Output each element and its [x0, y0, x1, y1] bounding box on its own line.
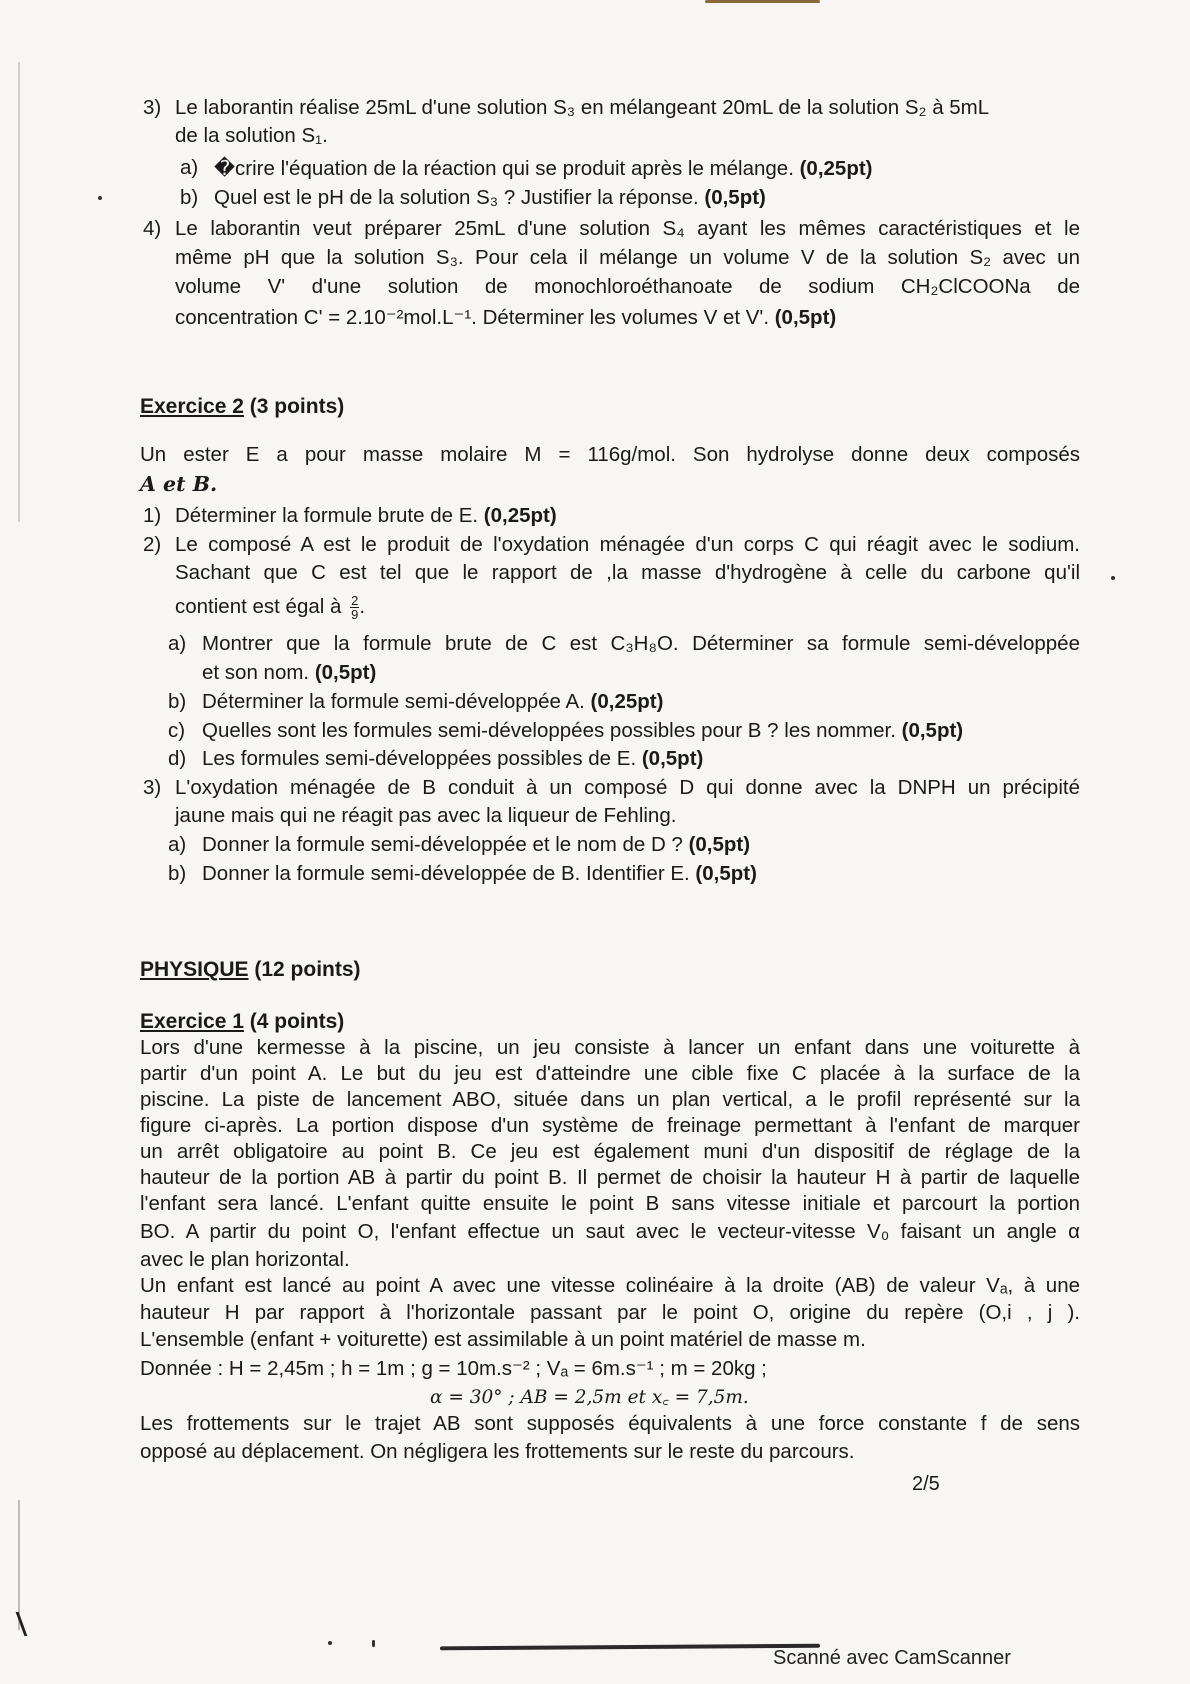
- friction-statement: opposé au déplacement. On négligera les frottements sur le reste du parcours.: [140, 1440, 855, 1463]
- subquestion-text: Donner la formule semi-développée de B. Identifier E. (0,5pt): [202, 862, 757, 885]
- subquestion-letter: b): [180, 186, 199, 209]
- scan-corner-mark: [16, 1612, 58, 1636]
- scan-speck: [372, 1640, 375, 1647]
- question-text: concentration C' = 2.10⁻²mol.L⁻¹. Déterminer les volumes V et V'. (0,5pt): [175, 306, 837, 329]
- scan-left-edge: [18, 62, 20, 522]
- subquestion-letter: c): [168, 719, 186, 742]
- physique-title: PHYSIQUE (12 points): [140, 958, 361, 981]
- question-text: volume V' d'une solution de monochloroéthanoate de sodium CH₂ClCOONa de: [175, 275, 1080, 298]
- subquestion-text: Déterminer la formule semi-développée A. (0,25pt): [202, 690, 664, 713]
- data-line: Donnée : H = 2,45m ; h = 1m ; g = 10m.s⁻² ; Vₐ = 6m.s⁻¹ ; m = 20kg ;: [140, 1357, 767, 1380]
- question-text: Sachant que C est tel que le rapport de ,la masse d'hydrogène à celle du carbone qu'il: [175, 561, 1080, 584]
- points: (0,25pt): [799, 157, 873, 180]
- scan-left-edge-lower: [18, 1500, 20, 1630]
- question-number: 3): [143, 96, 162, 119]
- question-text: L'oxydation ménagée de B conduit à un composé D qui donne avec la DNPH un précipité: [175, 776, 1080, 799]
- points: (0,5pt): [774, 306, 837, 329]
- fraction: $\frac{2}{9}$: [351, 593, 359, 622]
- paragraph-line: BO. A partir du point O, l'enfant effectue un saut avec le vecteur-vitesse V₀ faisant un angle α: [140, 1220, 1080, 1243]
- question-text: jaune mais qui ne réagit pas avec la liqueur de Fehling.: [175, 804, 677, 827]
- friction-statement: Les frottements sur le trajet AB sont supposés équivalents à une force constante f de sens: [140, 1412, 1080, 1435]
- physique-exercise-1-title: Exercice 1 (4 points): [140, 1010, 345, 1033]
- question-number: 4): [143, 217, 162, 240]
- paragraph-line: un arrêt obligatoire au point B. Ce jeu est également muni d'un dispositif de réglage de la: [140, 1140, 1080, 1163]
- subquestion-text: Montrer que la formule brute de C est C₃H₈O. Déterminer sa formule semi-développée: [202, 632, 1080, 655]
- subquestion-letter: a): [168, 833, 187, 856]
- paragraph-line: hauteur de la portion AB à partir du point B. Il permet de choisir la hauteur H à partir de laquelle: [140, 1166, 1080, 1189]
- exercise-2-title: Exercice 2 (3 points): [140, 395, 345, 418]
- scan-bottom-mark: [440, 1644, 820, 1651]
- question-text: même pH que la solution S₃. Pour cela il mélange un volume V de la solution S₂ avec un: [175, 246, 1080, 269]
- subquestion-text: Donner la formule semi-développée et le nom de D ? (0,5pt): [202, 833, 751, 856]
- subquestion-letter: b): [168, 862, 187, 885]
- subquestion-text: �crire l'équation de la réaction qui se produit après le mélange. (0,25pt): [214, 157, 873, 180]
- question-number: 3): [143, 776, 162, 799]
- points: (0,5pt): [704, 186, 766, 209]
- camscanner-watermark: Scanné avec CamScanner: [773, 1647, 1011, 1669]
- paragraph-line: piscine. La piste de lancement ABO, située dans un plan vertical, a le profil représenté sur la: [140, 1088, 1080, 1111]
- question-text: contient est égal à $\frac{2}{9}$ .: [175, 593, 366, 622]
- subquestion-letter: a): [168, 632, 187, 655]
- page-number: 2/5: [912, 1473, 940, 1495]
- scan-edge-mark: [705, 0, 820, 3]
- question-text: Le laborantin veut préparer 25mL d'une solution S₄ ayant les mêmes caractéristiques et le: [175, 217, 1080, 240]
- paragraph-line: avec le plan horizontal.: [140, 1248, 350, 1271]
- paragraph-line: L'ensemble (enfant + voiturette) est assimilable à un point matériel de masse m.: [140, 1328, 866, 1351]
- paragraph-line: l'enfant sera lancé. L'enfant quitte ensuite le point B sans vitesse initiale et parcourt la portion: [140, 1192, 1080, 1215]
- question-text: Le composé A est le produit de l'oxydation ménagée d'un corps C qui réagit avec le sodium.: [175, 533, 1080, 556]
- paragraph-line: partir d'un point A. Le but du jeu est d'atteindre une cible fixe C placée à la surface de la: [140, 1062, 1080, 1085]
- paragraph-line: Un enfant est lancé au point A avec une vitesse colinéaire à la droite (AB) de valeur Vₐ, à une: [140, 1274, 1080, 1297]
- scan-speck: [1111, 576, 1115, 580]
- question-number: 2): [143, 533, 162, 556]
- question-text: Déterminer la formule brute de E. (0,25pt): [175, 504, 557, 527]
- paragraph-line: Lors d'une kermesse à la piscine, un jeu consiste à lancer un enfant dans une voiturette à: [140, 1036, 1080, 1059]
- question-text: de la solution S₁.: [175, 124, 328, 147]
- question-text: Le laborantin réalise 25mL d'une solution S₃ en mélangeant 20mL de la solution S₂ à 5mL: [175, 96, 990, 119]
- paragraph-line: hauteur H par rapport à l'horizontale passant par le point O, origine du repère (O,i , j ).: [140, 1301, 1080, 1324]
- subquestion-text: Quel est le pH de la solution S₃ ? Justifier la réponse. (0,5pt): [214, 186, 766, 209]
- exercise-2-intro: Un ester E a pour masse molaire M = 116g/mol. Son hydrolyse donne deux composés: [140, 443, 1080, 466]
- paragraph-line: figure ci-après. La portion dispose d'un système de freinage permettant à l'enfant de marquer: [140, 1114, 1080, 1137]
- exercise-2-intro: A et B.: [140, 472, 218, 496]
- subquestion-text: Les formules semi-développées possibles de E. (0,5pt): [202, 747, 704, 770]
- data-line: α = 30° ; AB = 2,5m et x꜀ = 7,5m.: [430, 1387, 749, 1408]
- scan-speck: [328, 1641, 332, 1645]
- subquestion-letter: a): [180, 156, 199, 179]
- scan-speck: [98, 196, 102, 200]
- subquestion-letter: d): [168, 747, 187, 770]
- subquestion-letter: b): [168, 690, 187, 713]
- question-number: 1): [143, 504, 162, 527]
- subquestion-text: Quelles sont les formules semi-développées possibles pour B ? les nommer. (0,5pt): [202, 719, 964, 742]
- subquestion-text: et son nom. (0,5pt): [202, 661, 377, 684]
